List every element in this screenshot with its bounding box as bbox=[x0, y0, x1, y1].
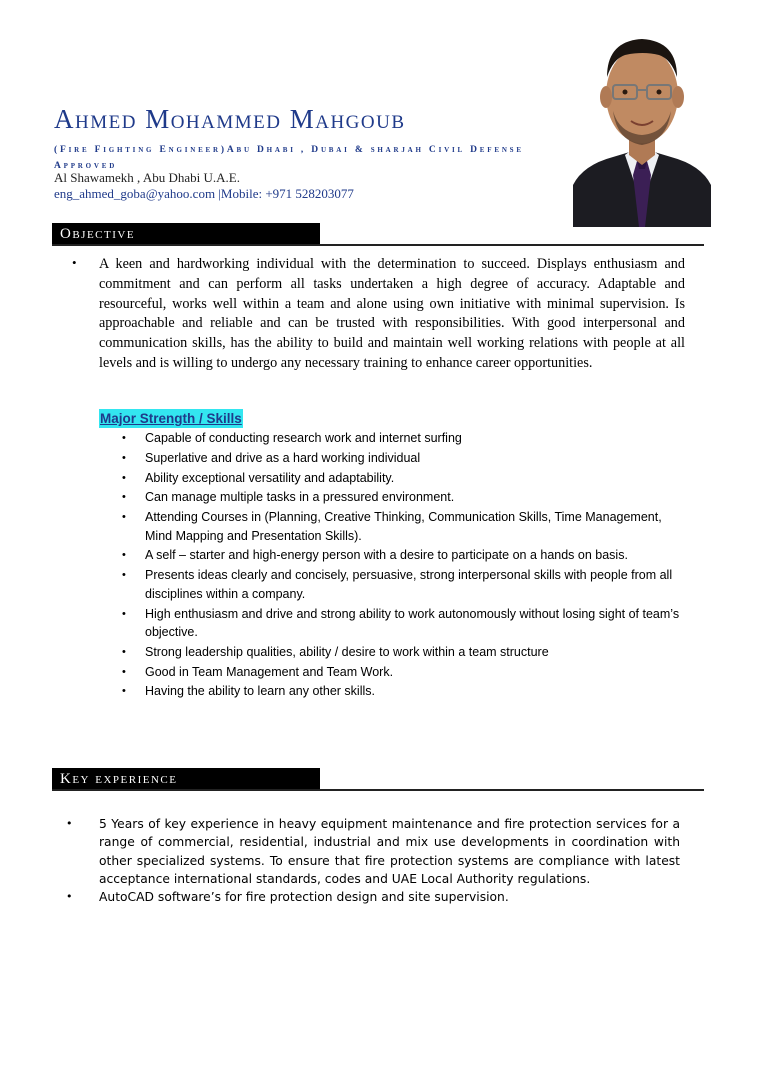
bullet-icon: • bbox=[122, 665, 126, 678]
candidate-name: Ahmed Mohammed Mahgoub bbox=[54, 104, 406, 134]
list-item: • Good in Team Management and Team Work. bbox=[121, 663, 681, 682]
bullet-icon: • bbox=[122, 569, 126, 582]
list-item: • Ability exceptional versatility and adaptability. bbox=[121, 469, 681, 488]
address: Al Shawamekh , Abu Dhabi U.A.E. bbox=[54, 170, 240, 185]
experience-section-header bbox=[52, 768, 704, 790]
list-item: • Presents ideas clearly and concisely, persuasive, strong interpersonal skills with people from all disciplines within a company. bbox=[122, 568, 673, 601]
bullet-icon: • bbox=[122, 451, 126, 464]
email-link[interactable]: eng_ahmed_goba@yahoo.com bbox=[54, 186, 216, 201]
profile-photo bbox=[573, 15, 711, 227]
list-item: • Strong leadership qualities, ability / desire to work within a team structure bbox=[121, 643, 681, 662]
bullet-icon: • bbox=[122, 471, 126, 484]
bullet-icon: • bbox=[122, 549, 126, 562]
list-item: • Having the ability to learn any other skills. bbox=[121, 682, 681, 701]
bullet-icon: • bbox=[122, 607, 126, 620]
bullet-icon: • bbox=[122, 491, 126, 504]
skills-list bbox=[121, 429, 681, 702]
list-item: • 5 Years of key experience in heavy equipment maintenance and fire protection services for a range of commercial, residential, industrial and mix use developments in coordination with other specialized systems. To ensure that fire protection systems are compliance with latest acceptance international standards, codes and UAE Local Authority regulations. bbox=[66, 817, 680, 886]
list-item: • AutoCAD software’s for fire protection design and site supervision. bbox=[66, 888, 680, 906]
bullet-icon: • bbox=[66, 817, 73, 830]
experience-list bbox=[66, 815, 680, 906]
bullet-icon: • bbox=[122, 511, 126, 524]
skills-heading: Major Strength / Skills bbox=[100, 411, 242, 426]
experience-heading: Key experience bbox=[52, 768, 320, 790]
list-item: • High enthusiasm and drive and strong ability to work autonomously without losing sight of team’s objective. bbox=[122, 606, 680, 640]
list-item: • Superlative and drive as a hard working individual bbox=[121, 449, 681, 468]
candidate-title: (Fire Fighting Engineer)Abu Dhabi , Dubai & sharjah Civil Defense Approved bbox=[54, 145, 524, 171]
list-item: • A self – starter and high-energy person with a desire to participate on a hands on basis. bbox=[121, 546, 681, 565]
bullet-icon: • bbox=[66, 890, 73, 904]
bullet-icon: • bbox=[122, 685, 126, 698]
list-item: • Attending Courses in (Planning, Creative Thinking, Communication Skills, Time Management, Mind Mapping and Presentation Skills). bbox=[122, 510, 662, 543]
contact-line bbox=[54, 186, 354, 202]
list-item: • Can manage multiple tasks in a pressured environment. bbox=[121, 488, 681, 507]
objective-heading: Objective bbox=[52, 223, 320, 245]
objective-paragraph: A keen and hardworking individual with the determination to succeed. Displays enthusiasm and commitment and can perform all tasks undertaken a high degree of accuracy. Adaptable and resourceful, works well within a team and alone using own initiative with minimal supervision. Is approachable and reliable and can be trusted with responsibilities. With good interpersonal and communication skills, has the ability to build and maintain well working relations with people at all levels and is willing to undergo any necessary training to enhance career opportunities. bbox=[99, 256, 685, 371]
list-item: • Capable of conducting research work and internet surfing bbox=[121, 429, 681, 448]
mobile-number: |Mobile: +971 528203077 bbox=[215, 186, 354, 201]
bullet-icon: • bbox=[122, 645, 126, 658]
section-divider bbox=[52, 244, 704, 246]
bullet-icon: • bbox=[72, 255, 77, 270]
section-divider bbox=[52, 789, 704, 791]
objective-section-header bbox=[52, 223, 704, 245]
bullet-icon: • bbox=[122, 432, 126, 444]
